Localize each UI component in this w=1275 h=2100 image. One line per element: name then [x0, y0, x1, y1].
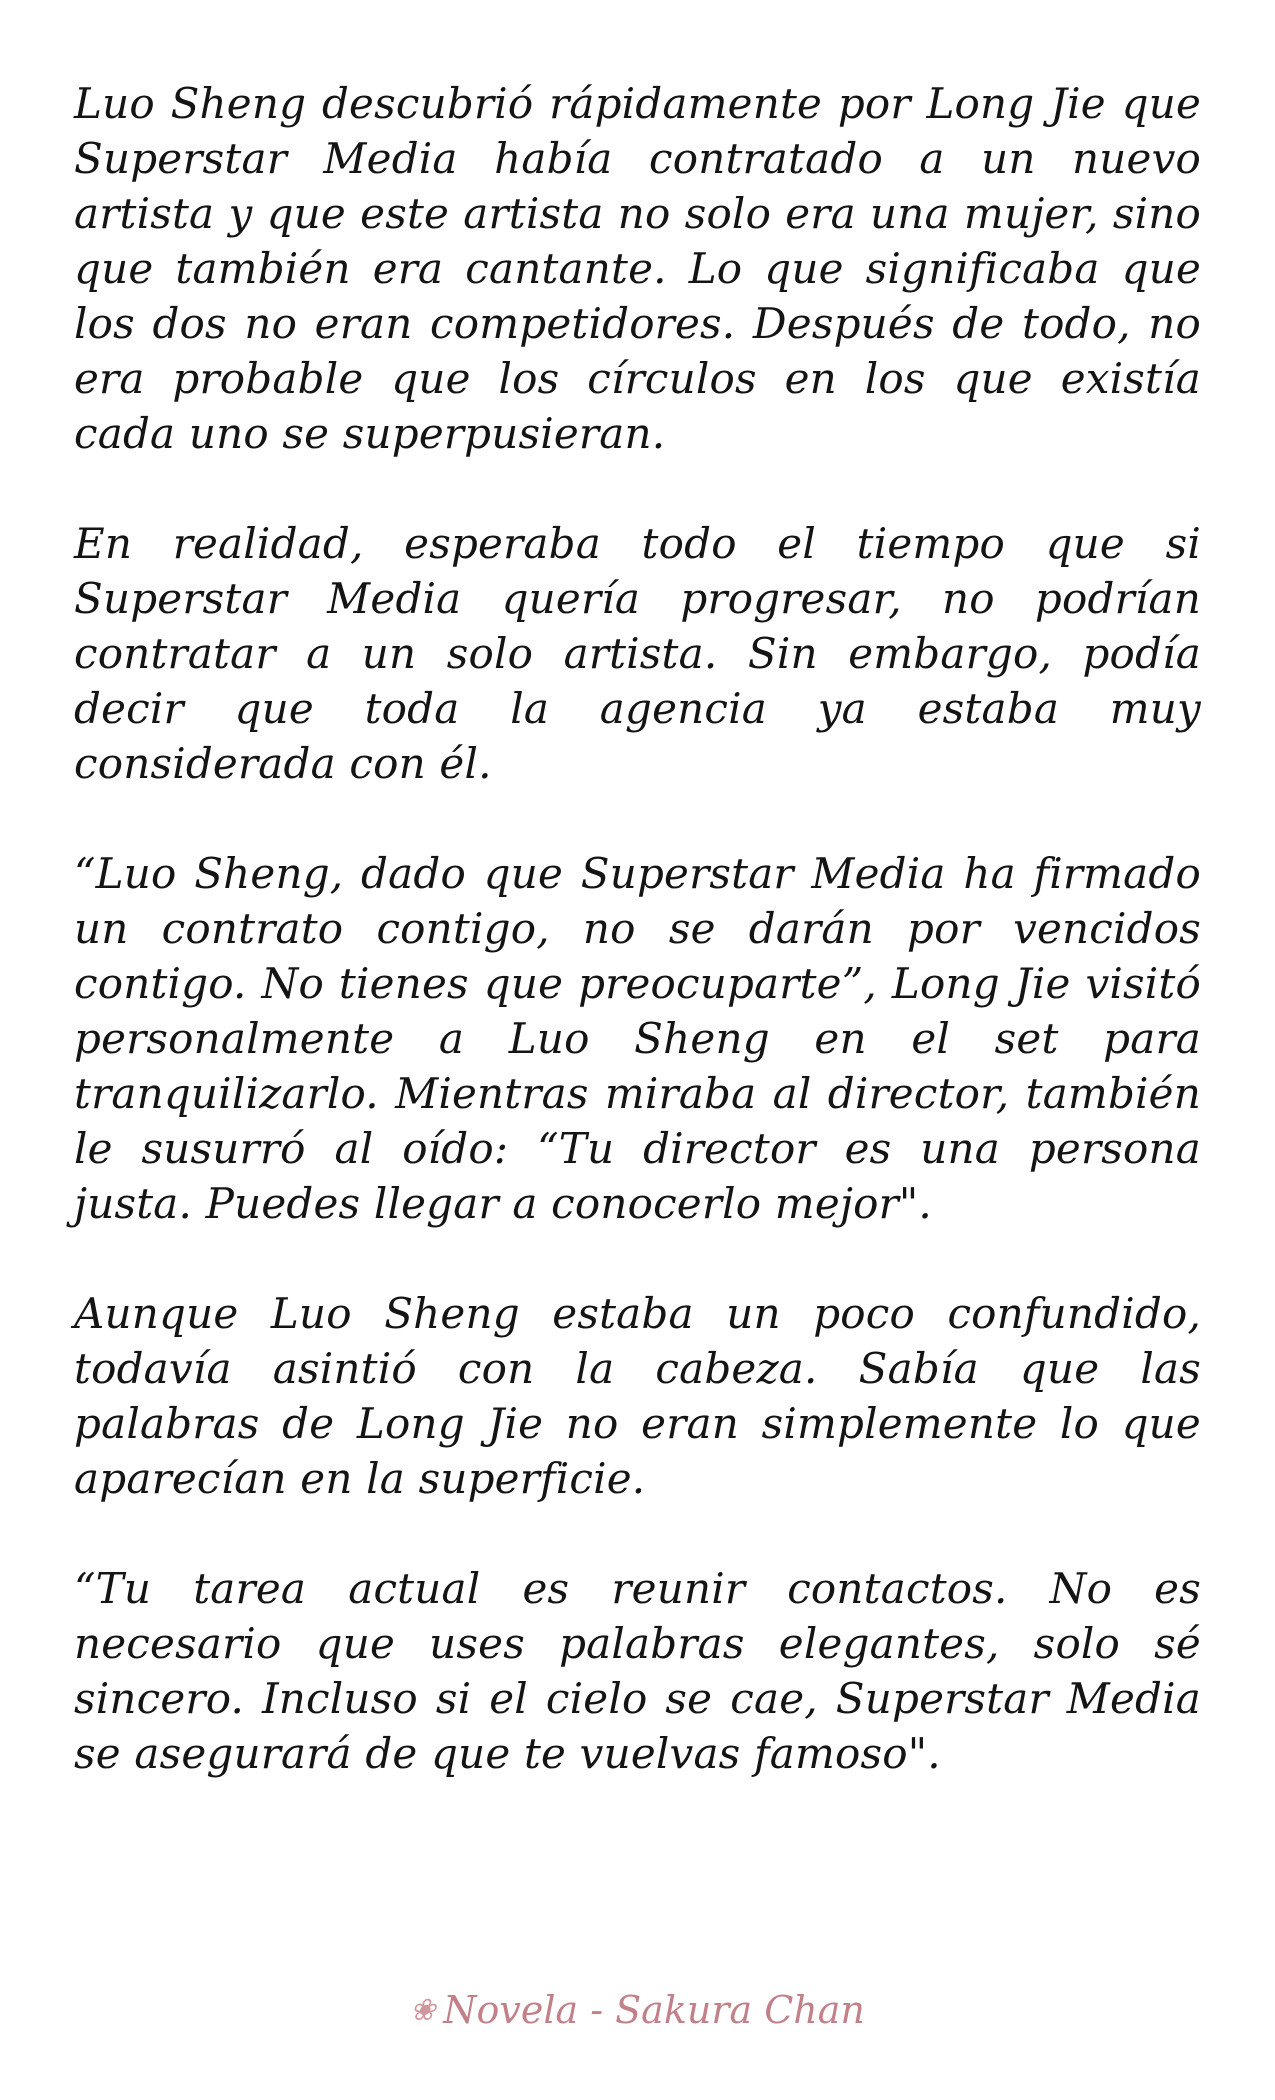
watermark-text: Novela - Sakura Chan: [443, 1988, 865, 2032]
watermark: [0, 1988, 1275, 2032]
sakura-flower-icon: ❀: [410, 1993, 436, 2028]
paragraph-2: En realidad, esperaba todo el tiempo que si Superstar Media quería progresar, no podrían contratar a un solo artista. Sin embargo, podía decir que toda la agencia ya estaba muy considerada con él.: [74, 519, 1201, 788]
document-body: [74, 76, 1201, 1836]
paragraph-4: Aunque Luo Sheng estaba un poco confundido, todavía asintió con la cabeza. Sabía que las palabras de Long Jie no eran simplemente lo que aparecían en la superficie.: [74, 1289, 1201, 1503]
paragraph-5: “Tu tarea actual es reunir contactos. No es necesario que uses palabras elegantes, solo sé sincero. Incluso si el cielo se cae, Superstar Media se asegurará de que te vuelvas famoso".: [74, 1564, 1201, 1778]
paragraph-1: Luo Sheng descubrió rápidamente por Long Jie que Superstar Media había contratado a un nuevo artista y que este artista no solo era una mujer, sino que también era cantante. Lo que significaba que los dos no eran competidores. Después de todo, no era probable que los círculos en los que existía cada uno se superpusieran.: [74, 79, 1201, 458]
paragraph-3: “Luo Sheng, dado que Superstar Media ha firmado un contrato contigo, no se darán por vencidos contigo. No tienes que preocuparte”, Long Jie visitó personalmente a Luo Sheng en el set para tranquilizarlo. Mientras miraba al director, también le susurró al oído: “Tu director es una persona justa. Puedes llegar a conocerlo mejor".: [74, 849, 1201, 1228]
